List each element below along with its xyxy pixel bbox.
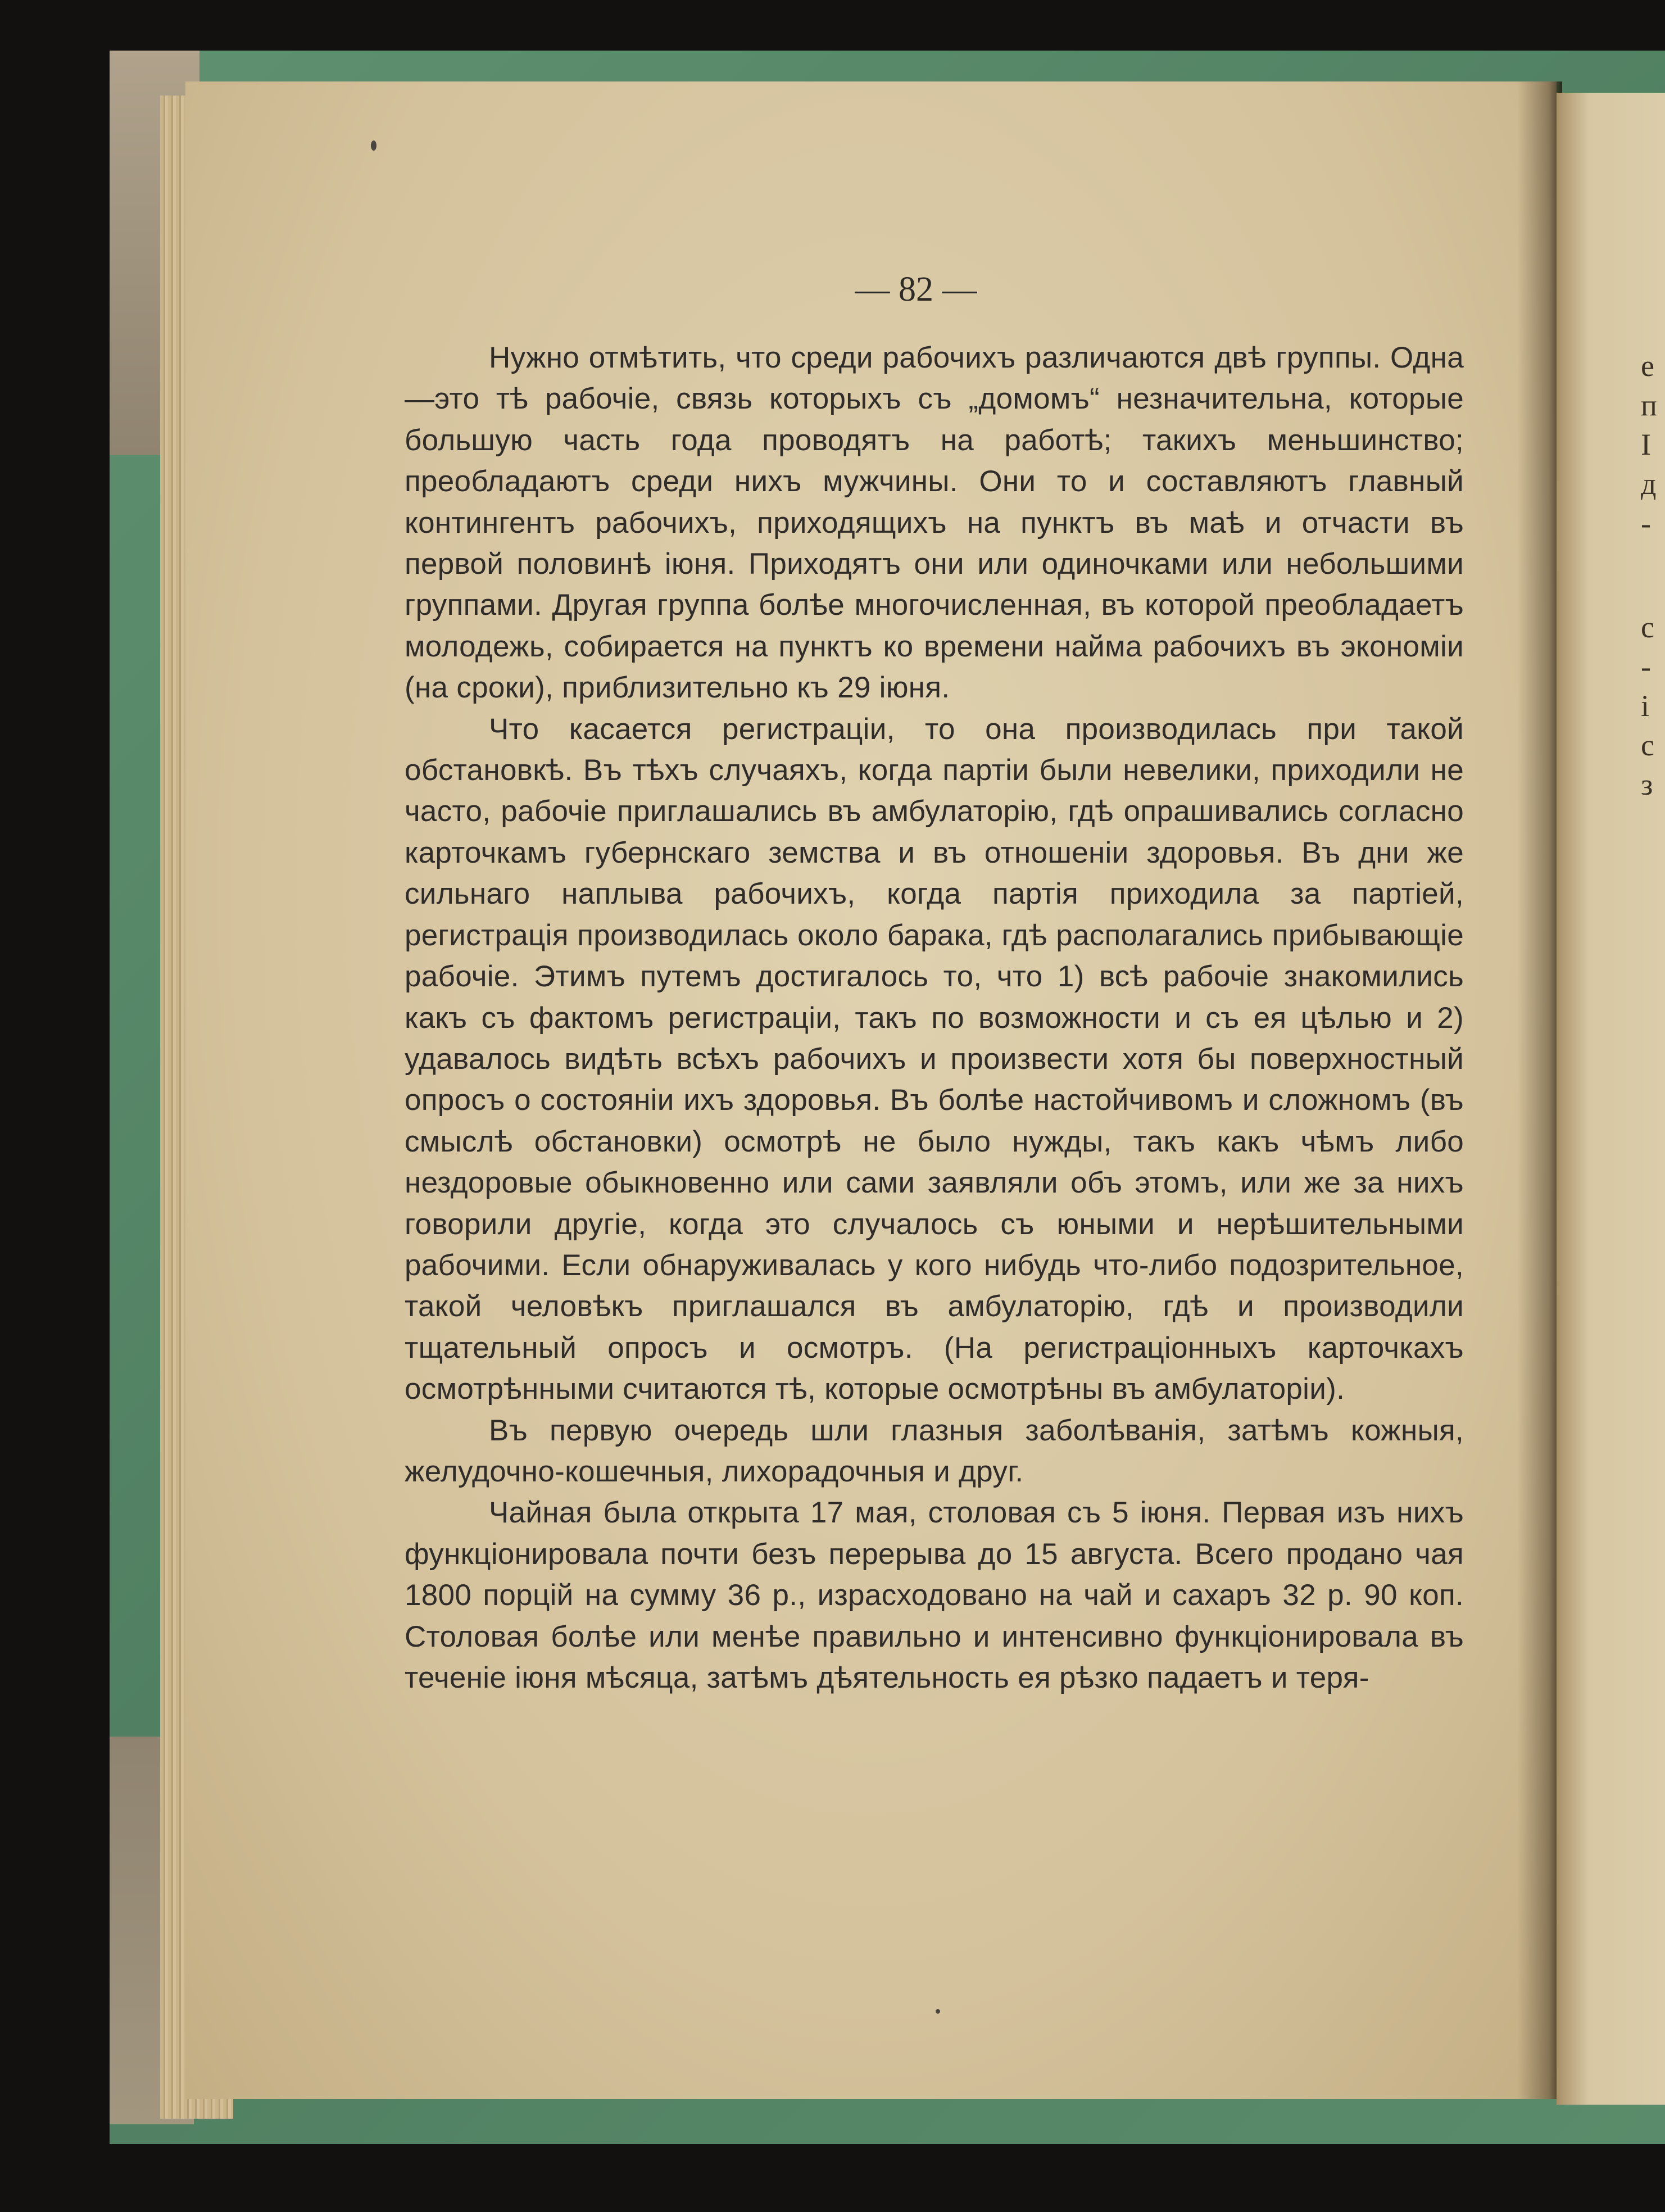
facing-page-fragment: - [1641, 506, 1651, 540]
facing-page-fragment: с [1641, 728, 1654, 762]
facing-page-fragment: с [1641, 610, 1654, 644]
ink-speck [371, 140, 376, 151]
facing-page-fragment: з [1641, 768, 1653, 801]
page-body [405, 337, 1464, 1698]
page-number: — 82 — [855, 270, 977, 309]
facing-page-fragment: д [1641, 467, 1657, 501]
facing-page-fragment: - [1641, 650, 1651, 683]
facing-page [1557, 93, 1665, 2105]
page-gutter-shadow [1517, 81, 1562, 2099]
paragraph: Что касается регистраціи, то она производилась при такой обстановкѣ. Въ тѣхъ случаяхъ, когда партіи были невелики, приходили не часто, рабочіе приглашались въ амбулаторію, гдѣ опрашивались согласно карточкамъ губернскаго земства и въ отношеніи здоровья. Въ дни же сильнаго наплыва рабочихъ, когда партія приходила за партіей, регистрація производилась около барака, гдѣ располагались прибывающіе рабочіе. Этимъ путемъ достигалось то, что 1) всѣ рабочіе знакомились какъ съ фактомъ регистраціи, такъ по возможности и съ ея цѣлью и 2) удавалось видѣть всѣхъ рабочихъ и произвести хотя бы поверхностный опросъ о состояніи ихъ здоровья. Въ болѣе настойчивомъ и сложномъ (въ смыслѣ обстановки) осмотрѣ не было нужды, такъ какъ чѣмъ либо нездоровые обыкновенно или сами заявляли объ этомъ, или же за нихъ говорили другіе, когда это случалось съ юными и нерѣшительными рабочими. Если обнаруживалась у кого нибудь что-либо подозрительное, такой человѣкъ приглашался въ амбулаторію, гдѣ и производили тщательный опросъ и осмотръ. (На регистраціонныхъ карточкахъ осмотрѣнными считаются тѣ, которые осмотрѣны въ амбулаторіи). [405, 712, 1464, 1406]
paragraph: Въ первую очередь шли глазныя заболѣванія, затѣмъ кожныя, желудочно-кошечныя, лихорадочныя и друг. [405, 1413, 1464, 1488]
facing-page-fragment: п [1641, 388, 1657, 422]
paragraph: Чайная была открыта 17 мая, столовая съ 5 іюня. Первая изъ нихъ функціонировала почти безъ перерыва до 15 августа. Всего продано чая 1800 порцій на сумму 36 р., израсходовано на чай и сахаръ 32 р. 90 коп. Столовая болѣе или менѣе правильно и интенсивно функціонировала въ теченіе іюня мѣсяца, затѣмъ дѣятельность ея рѣзко падаетъ и теря- [405, 1496, 1464, 1694]
ink-speck [936, 2009, 940, 2014]
facing-page-fragment: е [1641, 349, 1654, 383]
paragraph: Нужно отмѣтить, что среди рабочихъ различаются двѣ группы. Одна—это тѣ рабочіе, связь которыхъ съ „домомъ“ незначительна, которые большую часть года проводятъ на работѣ; такихъ меньшинство; преобладаютъ среди нихъ мужчины. Они то и составляютъ главный контингентъ рабочихъ, приходящихъ на пунктъ въ маѣ и отчасти въ первой половинѣ іюня. Приходятъ они или одиночками или небольшими группами. Другая группа болѣе многочисленная, въ которой преобладаетъ молодежь, собирается на пунктъ ко времени найма рабочихъ въ экономіи (на сроки), приблизительно къ 29 іюня. [405, 341, 1464, 705]
facing-page-fragment: і [1641, 689, 1650, 723]
facing-page-fragment: І [1641, 428, 1651, 461]
